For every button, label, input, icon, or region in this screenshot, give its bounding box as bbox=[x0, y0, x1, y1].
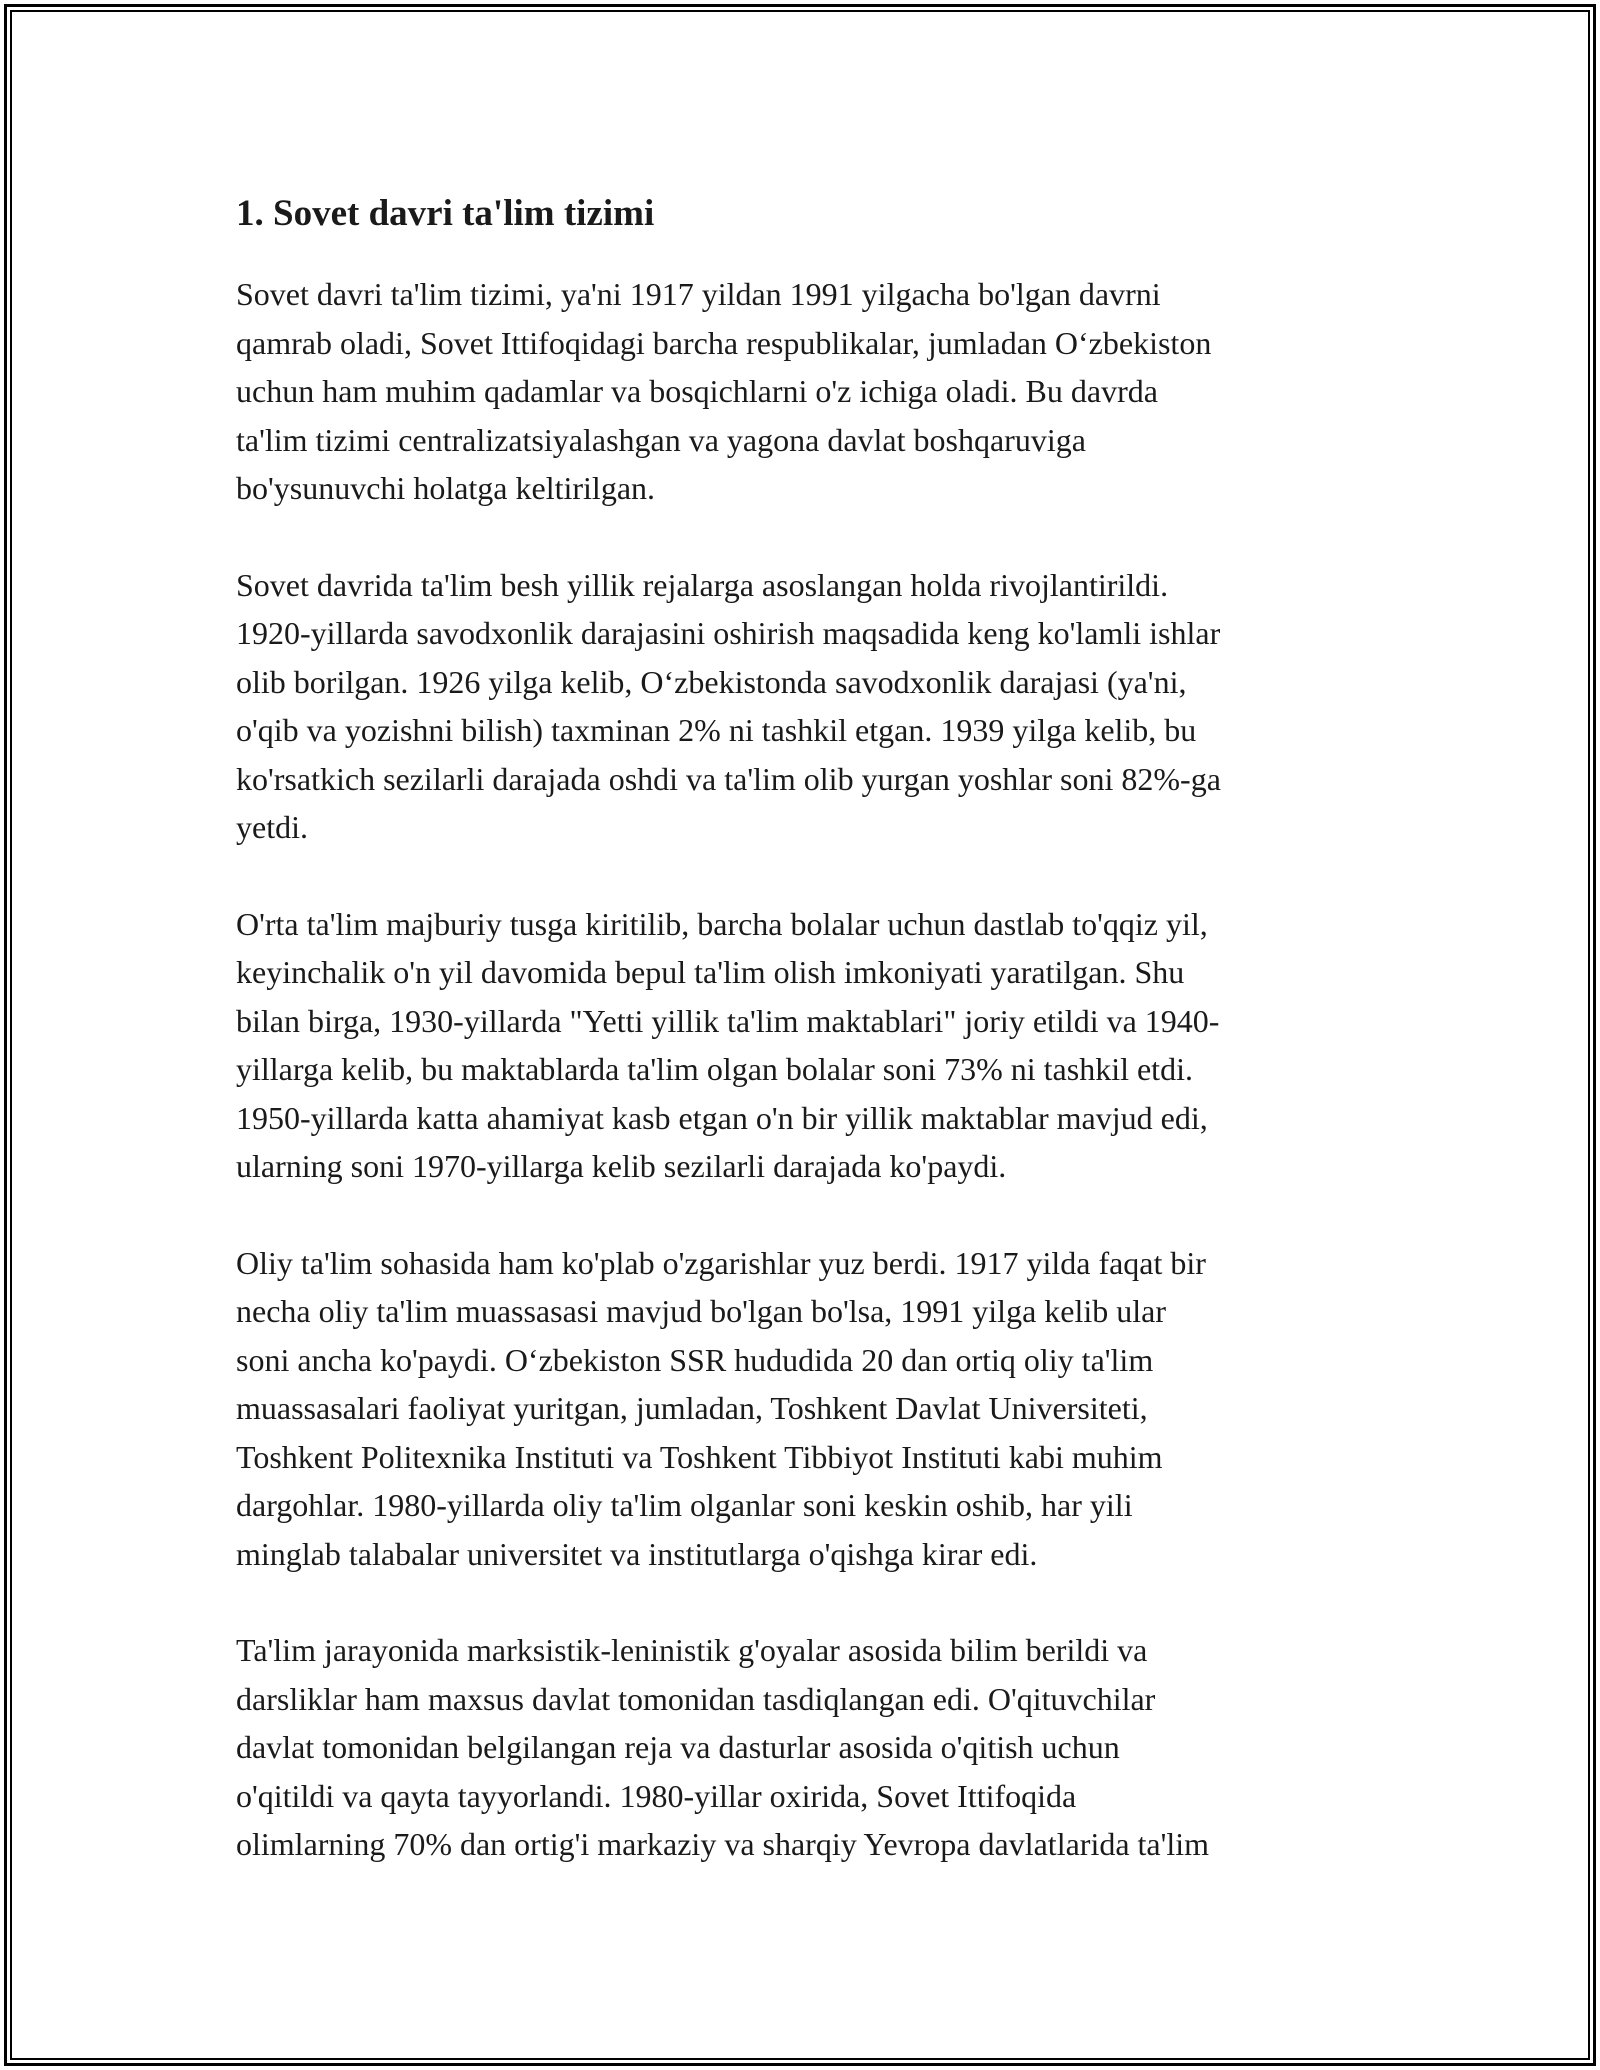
paragraph-3 bbox=[236, 900, 1386, 1191]
paragraph-line: soni ancha ko'paydi. O‘zbekiston SSR hududida 20 dan ortiq oliy ta'lim bbox=[236, 1341, 1154, 1378]
paragraph-line: Sovet davrida ta'lim besh yillik rejalarga asoslangan holda rivojlantirildi. bbox=[236, 566, 1169, 603]
paragraph-4 bbox=[236, 1239, 1386, 1579]
document-body bbox=[236, 188, 1386, 1917]
paragraph-line: davlat tomonidan belgilangan reja va dasturlar asosida o'qitish uchun bbox=[236, 1729, 1120, 1765]
paragraph-5 bbox=[236, 1626, 1386, 1869]
paragraph-line: keyinchalik o'n yil davomida bepul ta'lim olish imkoniyati yaratilgan. Shu bbox=[236, 954, 1185, 990]
paragraph-line: minglab talabalar universitet va institutlarga o'qishga kirar edi. bbox=[236, 1535, 1038, 1572]
paragraph-line: Toshkent Politexnika Instituti va Toshkent Tibbiyot Instituti kabi muhim bbox=[236, 1438, 1163, 1475]
paragraph-line: Ta'lim jarayonida marksistik-leninistik g'oyalar asosida bilim berildi va bbox=[236, 1632, 1148, 1668]
paragraph-line: yetdi. bbox=[236, 809, 308, 845]
paragraph-line: olimlarning 70% dan ortig'i markaziy va sharqiy Yevropa davlatlarida ta'lim bbox=[236, 1826, 1210, 1862]
section-heading: 1. Sovet davri ta'lim tizimi bbox=[236, 193, 655, 234]
paragraph-line: uchun ham muhim qadamlar va bosqichlarni o'z ichiga oladi. Bu davrda bbox=[236, 373, 1158, 409]
paragraph-line: 1920-yillarda savodxonlik darajasini oshirish maqsadida keng ko'lamli ishlar bbox=[236, 615, 1221, 651]
paragraph-line: O'rta ta'lim majburiy tusga kiritilib, barcha bolalar uchun dastlab to'qqiz yil, bbox=[236, 905, 1208, 942]
paragraph-line: bo'ysunuvchi holatga keltirilgan. bbox=[236, 470, 656, 506]
paragraph-1 bbox=[236, 270, 1386, 513]
paragraph-line: qamrab oladi, Sovet Ittifoqidagi barcha respublikalar, jumladan O‘zbekiston bbox=[236, 324, 1212, 361]
paragraph-line: Sovet davri ta'lim tizimi, ya'ni 1917 yildan 1991 yilgacha bo'lgan davrni bbox=[236, 276, 1161, 312]
paragraph-line: yillarga kelib, bu maktablarda ta'lim olgan bolalar soni 73% ni tashkil etdi. bbox=[236, 1051, 1193, 1087]
paragraph-line: bilan birga, 1930-yillarda "Yetti yillik ta'lim maktablari" joriy etildi va 1940- bbox=[236, 1002, 1220, 1039]
paragraph-line: muassasalari faoliyat yuritgan, jumladan, Toshkent Davlat Universiteti, bbox=[236, 1390, 1148, 1426]
paragraph-line: necha oliy ta'lim muassasasi mavjud bo'lgan bo'lsa, 1991 yilga kelib ular bbox=[236, 1293, 1166, 1329]
paragraph-line: o'qib va yozishni bilish) taxminan 2% ni tashkil etgan. 1939 yilga kelib, bu bbox=[236, 712, 1197, 748]
paragraph-line: olib borilgan. 1926 yilga kelib, O‘zbekistonda savodxonlik darajasi (ya'ni, bbox=[236, 663, 1187, 700]
paragraph-line: o'qitildi va qayta tayyorlandi. 1980-yillar oxirida, Sovet Ittifoqida bbox=[236, 1777, 1077, 1814]
paragraph-line: dargohlar. 1980-yillarda oliy ta'lim olganlar soni keskin oshib, har yili bbox=[236, 1487, 1133, 1523]
paragraph-line: ularning soni 1970-yillarga kelib sezilarli darajada ko'paydi. bbox=[236, 1148, 1007, 1184]
paragraph-line: 1950-yillarda katta ahamiyat kasb etgan o'n bir yillik maktablar mavjud edi, bbox=[236, 1099, 1208, 1136]
paragraph-line: Oliy ta'lim sohasida ham ko'plab o'zgarishlar yuz berdi. 1917 yilda faqat bir bbox=[236, 1244, 1206, 1281]
paragraph-line: ta'lim tizimi centralizatsiyalashgan va yagona davlat boshqaruviga bbox=[236, 421, 1086, 458]
paragraph-line: ko'rsatkich sezilarli darajada oshdi va ta'lim olib yurgan yoshlar soni 82%-ga bbox=[236, 760, 1221, 797]
paragraph-line: darsliklar ham maxsus davlat tomonidan tasdiqlangan edi. O'qituvchilar bbox=[236, 1680, 1156, 1717]
paragraph-2 bbox=[236, 561, 1386, 852]
